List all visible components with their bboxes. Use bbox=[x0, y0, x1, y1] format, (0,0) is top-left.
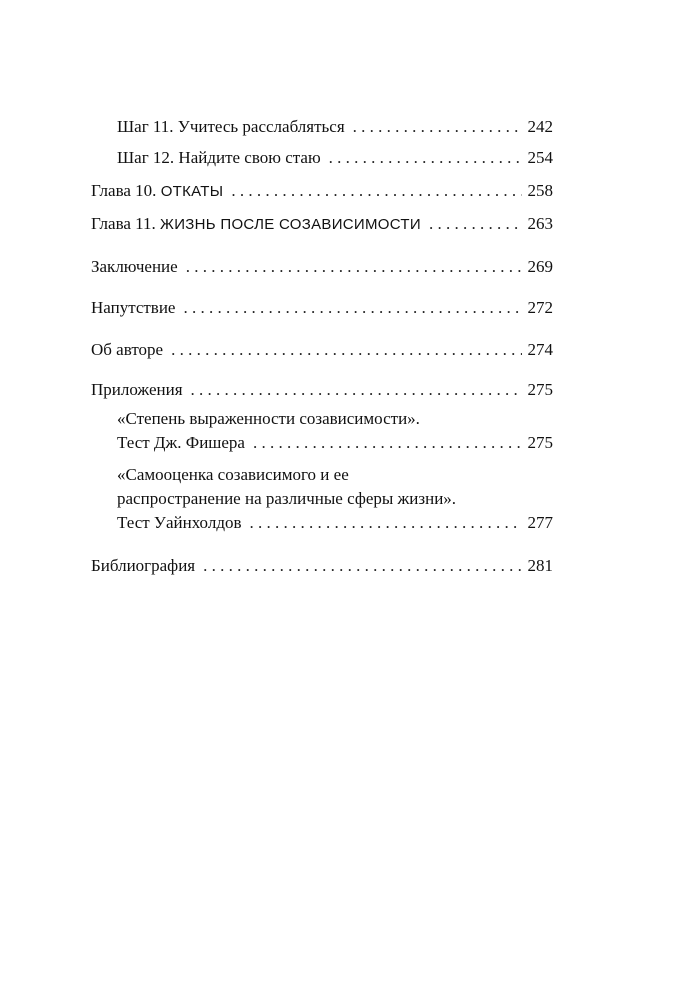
toc-page-number: 254 bbox=[527, 148, 553, 167]
toc-entry-label: Приложения bbox=[91, 380, 183, 399]
toc-page-number: 272 bbox=[527, 298, 553, 317]
toc-entry-label: Библиография bbox=[91, 556, 196, 575]
toc-entry-weinhold-test-title-2: распространение на различные сферы жизни». bbox=[117, 489, 457, 508]
chapter-title: ОТКАТЫ bbox=[160, 183, 224, 200]
toc-entry-fisher-test-title: «Степень выраженности созависимости». bbox=[117, 409, 420, 428]
toc-page-number: 258 bbox=[527, 181, 553, 200]
toc-entry-conclusion[interactable] bbox=[91, 256, 553, 278]
toc-entry-label: Об авторе bbox=[91, 340, 164, 359]
toc-page-number: 274 bbox=[527, 340, 553, 359]
toc-entry-step-11[interactable] bbox=[117, 116, 553, 138]
toc-entry-label bbox=[91, 180, 223, 203]
toc-page-number: 277 bbox=[527, 513, 553, 532]
dot-leader bbox=[203, 555, 521, 577]
toc-entry-appendices[interactable] bbox=[91, 379, 553, 401]
toc-page-number: 263 bbox=[527, 214, 553, 233]
toc-entry-chapter-10[interactable] bbox=[91, 180, 553, 202]
toc-entry-chapter-11[interactable] bbox=[91, 213, 553, 235]
toc-page-number: 275 bbox=[527, 433, 553, 452]
dot-leader bbox=[183, 297, 521, 319]
dot-leader bbox=[353, 116, 522, 138]
toc-entry-label: Шаг 12. Найдите свою стаю bbox=[117, 148, 321, 167]
toc-entry-label: Шаг 11. Учитесь расслабляться bbox=[117, 117, 345, 136]
dot-leader bbox=[429, 213, 522, 235]
toc-page-number: 242 bbox=[527, 117, 553, 136]
dot-leader bbox=[329, 147, 522, 169]
toc-entry-label: Напутствие bbox=[91, 298, 176, 317]
toc-page-number: 281 bbox=[527, 556, 553, 575]
chapter-prefix: Глава 10. bbox=[91, 181, 161, 200]
dot-leader bbox=[191, 379, 522, 401]
toc-entry-about-author[interactable] bbox=[91, 339, 553, 361]
toc-entry-label: Тест Уайнхолдов bbox=[117, 513, 242, 532]
toc-page-number: 269 bbox=[527, 257, 553, 276]
dot-leader bbox=[253, 432, 522, 454]
dot-leader bbox=[171, 339, 521, 361]
chapter-prefix: Глава 11. bbox=[91, 214, 161, 233]
toc-entry-weinhold-test-title-1: «Самооценка созависимого и ее bbox=[117, 465, 349, 484]
toc-entry-label bbox=[91, 213, 421, 236]
chapter-title: ЖИЗНЬ ПОСЛЕ СОЗАВИСИМОСТИ bbox=[160, 216, 421, 233]
toc-entry-label: Заключение bbox=[91, 257, 178, 276]
toc-entry-label: Тест Дж. Фишера bbox=[117, 433, 245, 452]
toc-entry-parting-words[interactable] bbox=[91, 297, 553, 319]
toc-entry-weinhold-test[interactable] bbox=[117, 512, 553, 534]
toc-entry-bibliography[interactable] bbox=[91, 555, 553, 577]
dot-leader bbox=[231, 180, 521, 202]
toc-entry-step-12[interactable] bbox=[117, 147, 553, 169]
dot-leader bbox=[186, 256, 522, 278]
toc-entry-fisher-test[interactable] bbox=[117, 432, 553, 454]
dot-leader bbox=[250, 512, 522, 534]
toc-page-number: 275 bbox=[527, 380, 553, 399]
